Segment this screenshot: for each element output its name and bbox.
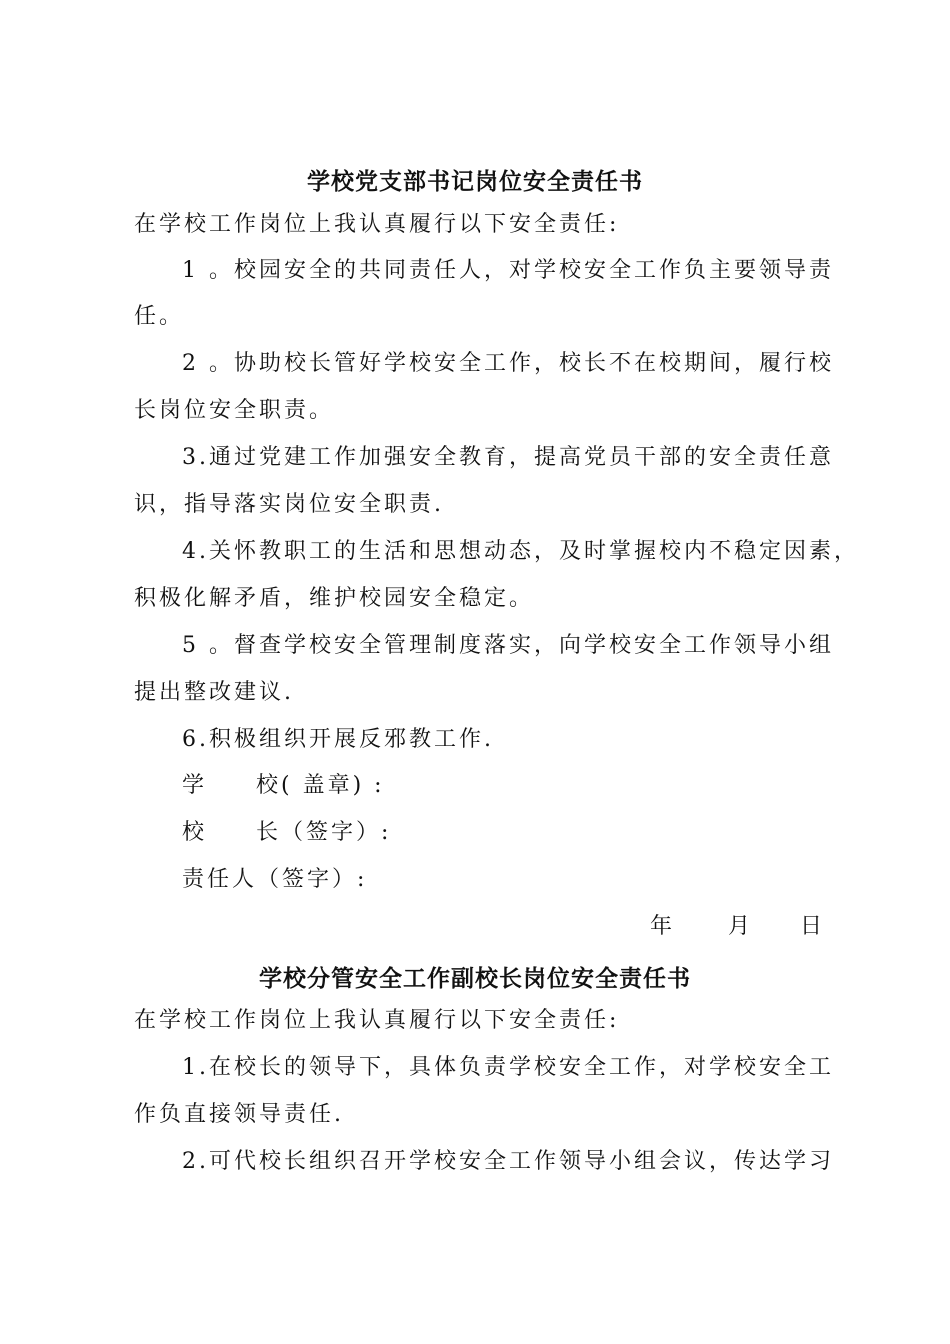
signature-school-row	[182, 771, 385, 801]
date-year: 年	[650, 914, 673, 939]
doc1-item-3-line1: 3.通过党建工作加强安全教育，提高党员干部的安全责任意	[182, 445, 834, 470]
doc1-title: 学校党支部书记岗位安全责任书	[307, 169, 643, 195]
doc1-item-5-line2: 提出整改建议.	[134, 680, 294, 705]
signature-principal-row	[182, 818, 391, 848]
doc2-item-2-line1: 2.可代校长组织召开学校安全工作领导小组会议，传达学习	[182, 1149, 834, 1174]
doc1-item-4-line2: 积极化解矛盾，维护校园安全稳定。	[134, 586, 535, 611]
doc1-item-1-line2: 任。	[134, 304, 185, 329]
date-month: 月	[728, 914, 751, 939]
signature-principal-label-b: 长（签字）:	[256, 820, 392, 845]
doc1-item-2-line1: 2 。协助校长管好学校安全工作，校长不在校期间，履行校	[182, 351, 834, 376]
signature-responsible-row: 责任人（签字）:	[182, 867, 368, 892]
signature-school-label-a: 学	[182, 773, 208, 798]
doc2-item-1-line2: 作负直接领导责任.	[134, 1102, 344, 1127]
doc1-item-4-line1: 4.关怀教职工的生活和思想动态，及时掌握校内不稳定因素，	[182, 539, 859, 564]
doc1-item-2-line2: 长岗位安全职责。	[134, 398, 335, 423]
signature-school-label-b: 校( 盖章) :	[256, 773, 385, 798]
doc2-item-1-line1: 1.在校长的领导下，具体负责学校安全工作，对学校安全工	[182, 1055, 834, 1080]
doc1-item-1-line1: 1 。校园安全的共同责任人，对学校安全工作负主要领导责	[182, 258, 834, 283]
signature-principal-label-a: 校	[182, 820, 208, 845]
doc1-intro: 在学校工作岗位上我认真履行以下安全责任:	[134, 212, 620, 237]
doc1-item-3-line2: 识，指导落实岗位安全职责.	[134, 492, 444, 517]
doc2-title: 学校分管安全工作副校长岗位安全责任书	[259, 966, 691, 992]
date-day: 日	[800, 914, 823, 939]
date-row	[650, 912, 822, 942]
doc2-intro: 在学校工作岗位上我认真履行以下安全责任:	[134, 1008, 620, 1033]
doc1-item-5-line1: 5 。督查学校安全管理制度落实，向学校安全工作领导小组	[182, 633, 834, 658]
doc1-item-6-line1: 6.积极组织开展反邪教工作.	[182, 727, 494, 752]
